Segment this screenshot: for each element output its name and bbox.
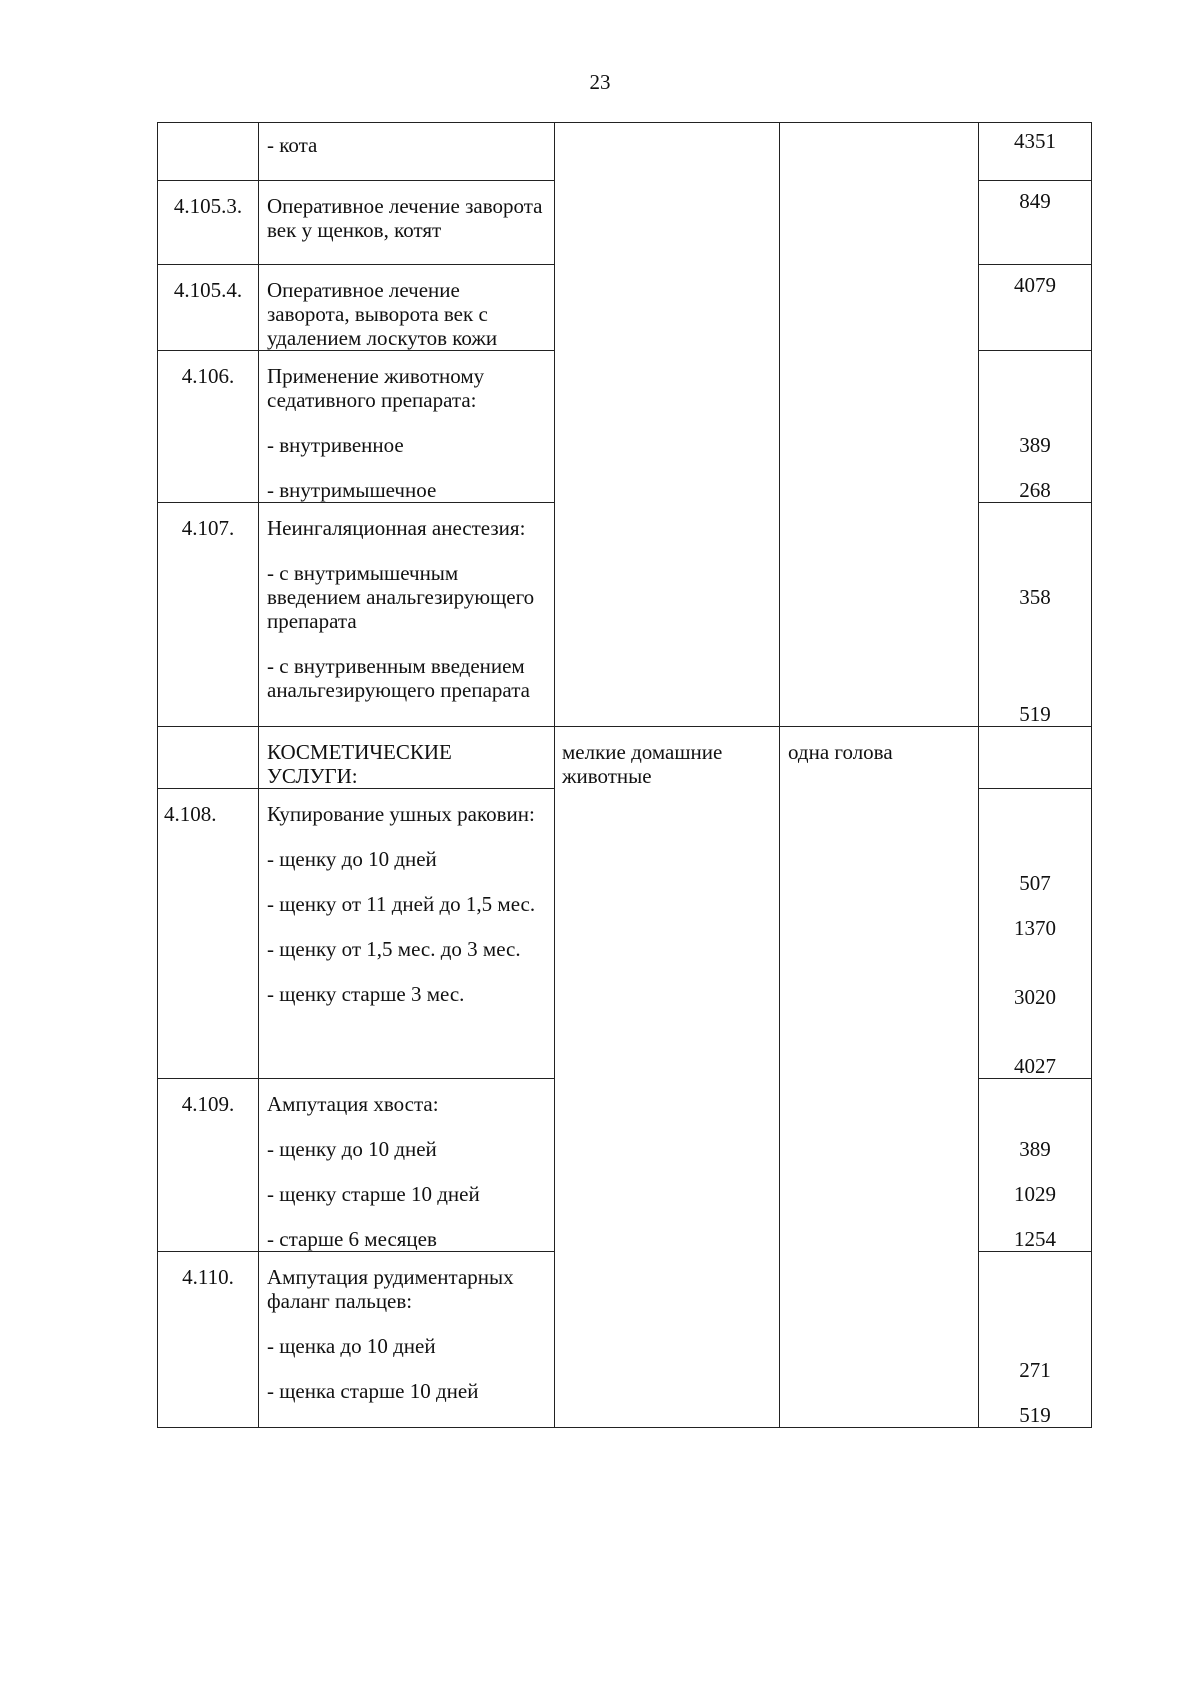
service-price: 849 [979,181,1092,265]
service-price-cell [979,1252,1092,1428]
service-option: - с внутривенным введением анальгезирующего препарата [267,654,530,702]
service-code: 4.105.3. [158,181,259,265]
service-code: 4.106. [158,351,259,503]
service-price: 519 [1019,1403,1051,1427]
service-price: 389 [1019,1137,1051,1161]
service-name [259,1079,555,1252]
service-code: 4.109. [158,1079,259,1252]
service-label: Ампутация хвоста: [267,1092,439,1116]
price-table [157,122,1092,1428]
service-option: - щенка старше 10 дней [267,1379,479,1403]
service-price: 1254 [1014,1227,1056,1251]
service-name [259,351,555,503]
service-name [259,789,555,1079]
service-price: 519 [1019,702,1051,726]
service-code: 4.107. [158,503,259,727]
service-name [259,123,555,181]
service-option: - щенку старше 10 дней [267,1182,480,1206]
service-price-cell [979,1079,1092,1252]
service-name [259,503,555,727]
service-code: 4.105.4. [158,265,259,351]
service-option: - щенку от 1,5 мес. до 3 мес. [267,937,521,961]
service-option: - щенка до 10 дней [267,1334,436,1358]
animal-type: мелкие домашние животные [555,727,780,1428]
service-option: - щенку старше 3 мес. [267,982,465,1006]
service-option: - щенку от 11 дней до 1,5 мес. [267,892,536,916]
service-price: 3020 [1014,985,1056,1009]
section-title: КОСМЕТИЧЕСКИЕ УСЛУГИ: [259,727,555,789]
service-code [158,123,259,181]
service-price: 1029 [1014,1182,1056,1206]
service-label: Купирование ушных раковин: [267,802,535,826]
unit-of-measure: одна голова [780,727,979,1428]
service-price: 4027 [1014,1054,1056,1078]
service-label: Оперативное лечение заворота век у щенков, котят [267,194,543,242]
service-option: - с внутримышечным введением анальгезирующего препарата [267,561,535,633]
service-price: 358 [1019,585,1051,609]
service-price: 507 [1019,871,1051,895]
table-row [158,123,1092,181]
service-name [259,181,555,265]
service-code: 4.108. [158,789,259,1079]
service-price: 268 [1019,478,1051,502]
service-option: - внутримышечное [267,478,437,502]
animal-cell [555,123,780,727]
service-name [259,265,555,351]
service-price: 271 [1019,1358,1051,1382]
service-label: Неингаляционная анестезия: [267,516,526,540]
service-label: Ампутация рудиментарных фаланг пальцев: [267,1265,514,1313]
section-header-row [158,727,1092,789]
service-option: - старше 6 месяцев [267,1227,437,1251]
service-price: 4079 [979,265,1092,351]
service-label: - кота [267,133,318,157]
service-price-cell [979,789,1092,1079]
service-price: 1370 [1014,916,1056,940]
service-label: Оперативное лечение заворота, выворота век с удалением лоскутов кожи [267,278,498,350]
service-code: 4.110. [158,1252,259,1428]
unit-cell [780,123,979,727]
service-price: 4351 [979,123,1092,181]
service-price-cell [979,351,1092,503]
service-price: 389 [1019,433,1051,457]
service-label: Применение животному седативного препарата: [267,364,485,412]
service-name [259,1252,555,1428]
service-option: - внутривенное [267,433,404,457]
page-number: 23 [589,70,611,94]
service-option: - щенку до 10 дней [267,847,437,871]
service-option: - щенку до 10 дней [267,1137,437,1161]
service-price-cell [979,503,1092,727]
